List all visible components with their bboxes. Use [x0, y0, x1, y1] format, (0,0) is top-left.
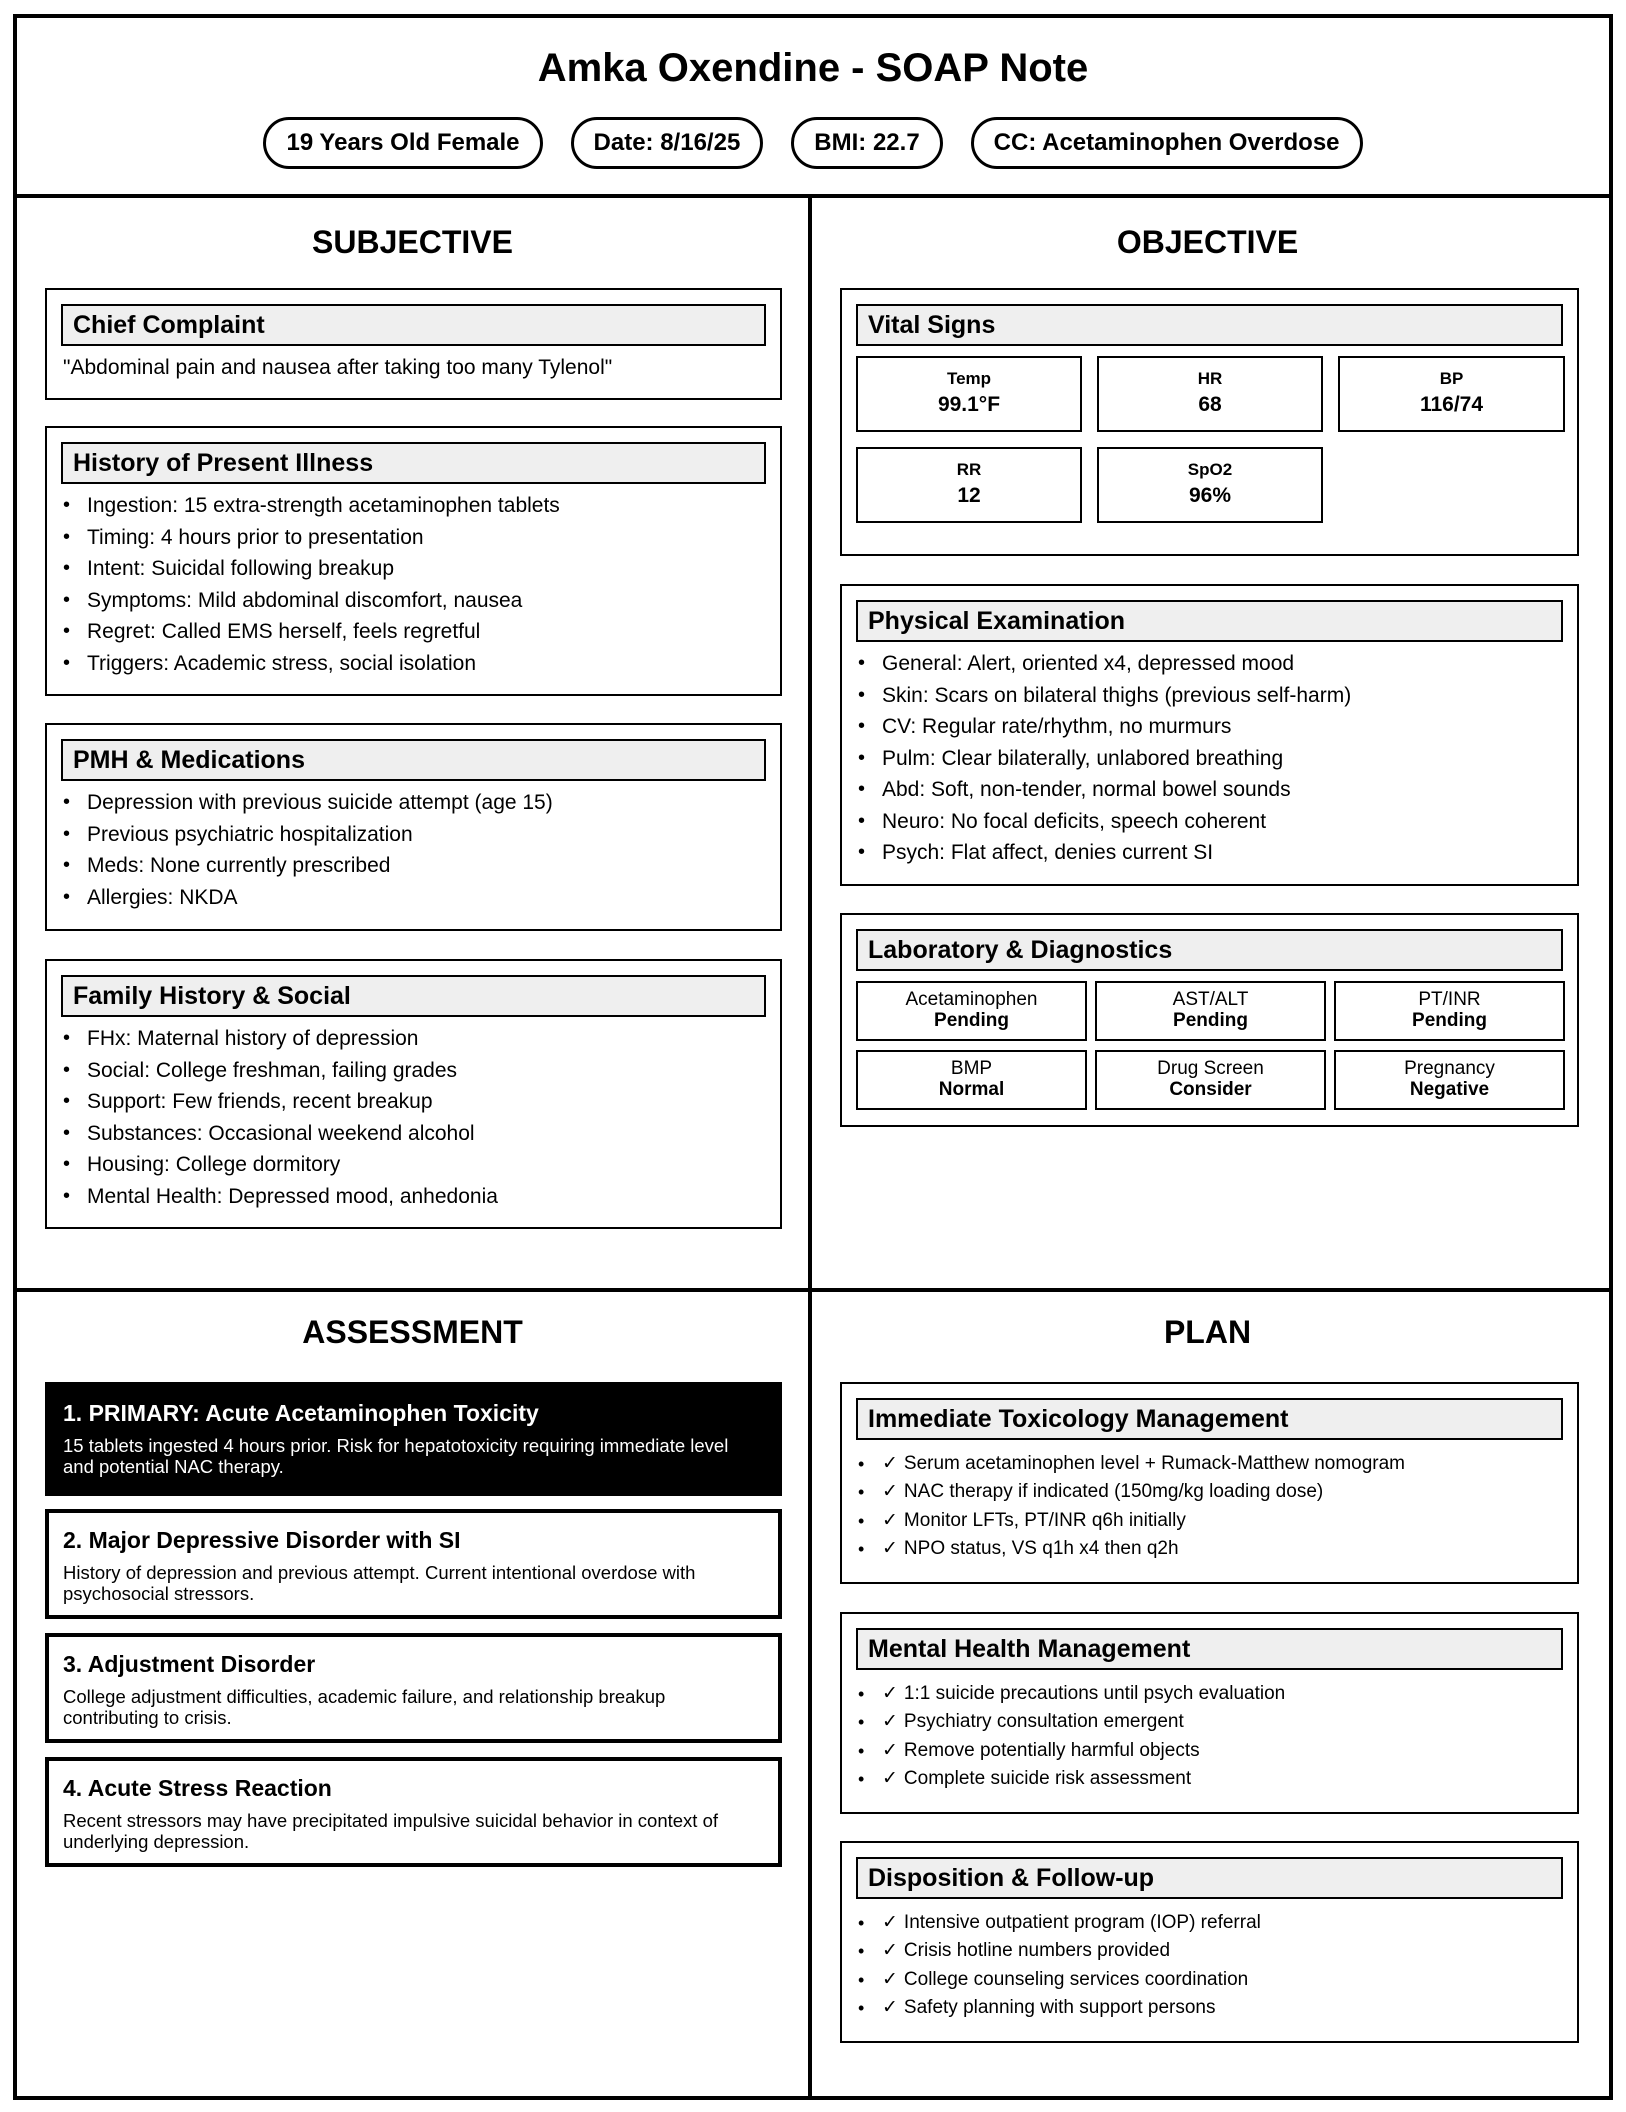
vital-value: 99.1°F [937, 393, 1001, 416]
vital-signs-card [840, 288, 1579, 556]
vital-spo2 [1097, 447, 1323, 523]
lab-value: Pending [934, 1010, 1009, 1031]
lab-label: Drug Screen [1157, 1058, 1264, 1079]
vital-value: 96% [1188, 484, 1232, 507]
lab-label: PT/INR [1418, 989, 1481, 1010]
plan-title: PLAN [1163, 1314, 1252, 1350]
lab-value: Pending [1173, 1010, 1248, 1031]
assessment-item [45, 1509, 782, 1619]
vertical-divider [808, 198, 812, 2096]
list-item: • ✓ Safety planning with support persons [856, 1994, 1563, 2022]
check-icon: ✓ [882, 1509, 898, 1531]
plan-mental-health-card [840, 1612, 1579, 1814]
family-social-heading: Family History & Social [61, 975, 766, 1017]
list-item: • Symptoms: Mild abdominal discomfort, nausea [61, 585, 766, 617]
list-item: • CV: Regular rate/rhythm, no murmurs [856, 711, 1563, 743]
list-item: • Social: College freshman, failing grades [61, 1055, 766, 1087]
assessment-item-desc: Recent stressors may have precipitated impulsive suicidal behavior in context of underlying depression. [63, 1810, 719, 1852]
physical-exam-card [840, 584, 1579, 886]
check-icon: ✓ [882, 1767, 898, 1789]
assessment-item-title: 2. Major Depressive Disorder with SI [63, 1527, 461, 1553]
list-item: • ✓ NPO status, VS q1h x4 then q2h [856, 1535, 1563, 1563]
list-item: • Timing: 4 hours prior to presentation [61, 522, 766, 554]
check-icon: ✓ [882, 1537, 898, 1559]
vital-label: SpO2 [1187, 460, 1233, 479]
hpi-heading: History of Present Illness [61, 442, 766, 484]
physical-exam-list [856, 648, 1563, 869]
header [17, 18, 1609, 198]
labs-heading: Laboratory & Diagnostics [856, 929, 1563, 971]
assessment-item [45, 1757, 782, 1867]
soap-note-page [13, 14, 1613, 2100]
vital-hr [1097, 356, 1323, 432]
vital-label: RR [956, 460, 982, 479]
list-item: • ✓ Crisis hotline numbers provided [856, 1937, 1563, 1965]
list-item: • Meds: None currently prescribed [61, 850, 766, 882]
lab-acetaminophen [856, 981, 1087, 1041]
lab-bmp [856, 1050, 1087, 1110]
vital-value: 116/74 [1419, 393, 1484, 416]
vital-label: HR [1197, 369, 1223, 388]
check-icon: ✓ [882, 1711, 898, 1733]
list-item: • Skin: Scars on bilateral thighs (previous self-harm) [856, 680, 1563, 712]
lab-value: Normal [938, 1079, 1005, 1100]
list-item: • General: Alert, oriented x4, depressed mood [856, 648, 1563, 680]
check-icon: ✓ [882, 1739, 898, 1761]
list-item: • ✓ Intensive outpatient program (IOP) referral [856, 1909, 1563, 1937]
horizontal-divider [17, 1288, 1609, 1292]
family-social-card [45, 959, 782, 1229]
list-item: • Triggers: Academic stress, social isolation [61, 648, 766, 680]
objective-title: OBJECTIVE [1116, 224, 1299, 260]
vital-temp [856, 356, 1082, 432]
list-item: • Depression with previous suicide attempt (age 15) [61, 787, 766, 819]
list-item: • Previous psychiatric hospitalization [61, 819, 766, 851]
assessment-item [45, 1633, 782, 1743]
assessment-item-title: 1. PRIMARY: Acute Acetaminophen Toxicity [63, 1400, 539, 1426]
lab-label: Pregnancy [1404, 1058, 1495, 1079]
check-icon: ✓ [882, 1683, 898, 1704]
list-item: • Neuro: No focal deficits, speech coherent [856, 806, 1563, 838]
list-item: • ✓ Monitor LFTs, PT/INR q6h initially [856, 1507, 1563, 1535]
date-pill: Date: 8/16/25 [571, 117, 764, 169]
hpi-card [45, 426, 782, 696]
assessment-item-title: 3. Adjustment Disorder [63, 1651, 316, 1677]
assessment-item-desc: History of depression and previous attempt. Current intentional overdose with psychosocial stressors. [63, 1562, 696, 1604]
list-item: • FHx: Maternal history of depression [61, 1023, 766, 1055]
chief-complaint-card [45, 288, 782, 400]
list-item: • Mental Health: Depressed mood, anhedonia [61, 1181, 766, 1213]
list-item: • Support: Few friends, recent breakup [61, 1086, 766, 1118]
check-icon: ✓ [882, 1912, 898, 1933]
list-item: • ✓ Psychiatry consultation emergent [856, 1708, 1563, 1736]
vital-signs-heading: Vital Signs [856, 304, 1563, 346]
list-item: • ✓ Complete suicide risk assessment [856, 1765, 1563, 1793]
list-item: • Regret: Called EMS herself, feels regretful [61, 616, 766, 648]
list-item: • Housing: College dormitory [61, 1149, 766, 1181]
assessment-item-primary [45, 1382, 782, 1496]
list-item: • Psych: Flat affect, denies current SI [856, 837, 1563, 869]
lab-value: Pending [1412, 1010, 1487, 1031]
vital-value: 12 [957, 484, 981, 507]
plan-disposition-card [840, 1841, 1579, 2043]
plan-toxicology-list [856, 1450, 1563, 1563]
list-item: • Ingestion: 15 extra-strength acetaminophen tablets [61, 490, 766, 522]
vital-bp [1338, 356, 1565, 432]
vital-label: BP [1439, 369, 1464, 388]
assessment-item-desc: 15 tablets ingested 4 hours prior. Risk for hepatotoxicity requiring immediate level and potential NAC therapy. [63, 1435, 729, 1477]
lab-label: BMP [950, 1058, 993, 1079]
plan-toxicology-card [840, 1382, 1579, 1584]
plan-disposition-heading: Disposition & Follow-up [856, 1857, 1563, 1899]
vital-label: Temp [946, 369, 992, 388]
list-item: • Abd: Soft, non-tender, normal bowel sounds [856, 774, 1563, 806]
subjective-title: SUBJECTIVE [312, 224, 513, 260]
lab-pt-inr [1334, 981, 1565, 1041]
lab-value: Negative [1409, 1079, 1490, 1100]
age-sex-pill: 19 Years Old Female [263, 117, 542, 169]
plan-toxicology-heading: Immediate Toxicology Management [856, 1398, 1563, 1440]
list-item: • Substances: Occasional weekend alcohol [61, 1118, 766, 1150]
chief-complaint-heading: Chief Complaint [61, 304, 766, 346]
check-icon: ✓ [882, 1453, 898, 1474]
lab-label: Acetaminophen [905, 989, 1038, 1010]
page-title: Amka Oxendine - SOAP Note [537, 46, 1089, 90]
list-item: • ✓ 1:1 suicide precautions until psych evaluation [856, 1680, 1563, 1708]
check-icon: ✓ [882, 1940, 898, 1962]
pmh-list [61, 787, 766, 913]
plan-mental-health-list [856, 1680, 1563, 1793]
list-item: • Intent: Suicidal following breakup [61, 553, 766, 585]
pmh-heading: PMH & Medications [61, 739, 766, 781]
lab-value: Consider [1169, 1079, 1252, 1100]
lab-label: AST/ALT [1172, 989, 1249, 1010]
check-icon: ✓ [882, 1968, 898, 1990]
hpi-list [61, 490, 766, 679]
physical-exam-heading: Physical Examination [856, 600, 1563, 642]
bmi-pill: BMI: 22.7 [791, 117, 942, 169]
list-item: • ✓ Remove potentially harmful objects [856, 1737, 1563, 1765]
assessment-item-desc: College adjustment difficulties, academic failure, and relationship breakup contributing to crisis. [63, 1686, 666, 1728]
chief-complaint-pill: CC: Acetaminophen Overdose [971, 117, 1363, 169]
plan-disposition-list [856, 1909, 1563, 2022]
plan-mental-health-heading: Mental Health Management [856, 1628, 1563, 1670]
vital-value: 68 [1198, 393, 1222, 416]
list-item: • ✓ College counseling services coordination [856, 1966, 1563, 1994]
lab-drug-screen [1095, 1050, 1326, 1110]
check-icon: ✓ [882, 1996, 898, 2018]
patient-info-pills [17, 117, 1609, 169]
chief-complaint-quote: "Abdominal pain and nausea after taking too many Tylenol" [63, 356, 613, 379]
check-icon: ✓ [882, 1481, 898, 1503]
vital-rr [856, 447, 1082, 523]
labs-card [840, 913, 1579, 1127]
list-item: • ✓ NAC therapy if indicated (150mg/kg loading dose) [856, 1478, 1563, 1506]
lab-ast-alt [1095, 981, 1326, 1041]
pmh-card [45, 723, 782, 931]
list-item: • ✓ Serum acetaminophen level + Rumack-Matthew nomogram [856, 1450, 1563, 1478]
assessment-item-title: 4. Acute Stress Reaction [63, 1775, 332, 1801]
assessment-title: ASSESSMENT [302, 1314, 523, 1350]
family-social-list [61, 1023, 766, 1212]
list-item: • Allergies: NKDA [61, 882, 766, 914]
lab-pregnancy [1334, 1050, 1565, 1110]
list-item: • Pulm: Clear bilaterally, unlabored breathing [856, 743, 1563, 775]
